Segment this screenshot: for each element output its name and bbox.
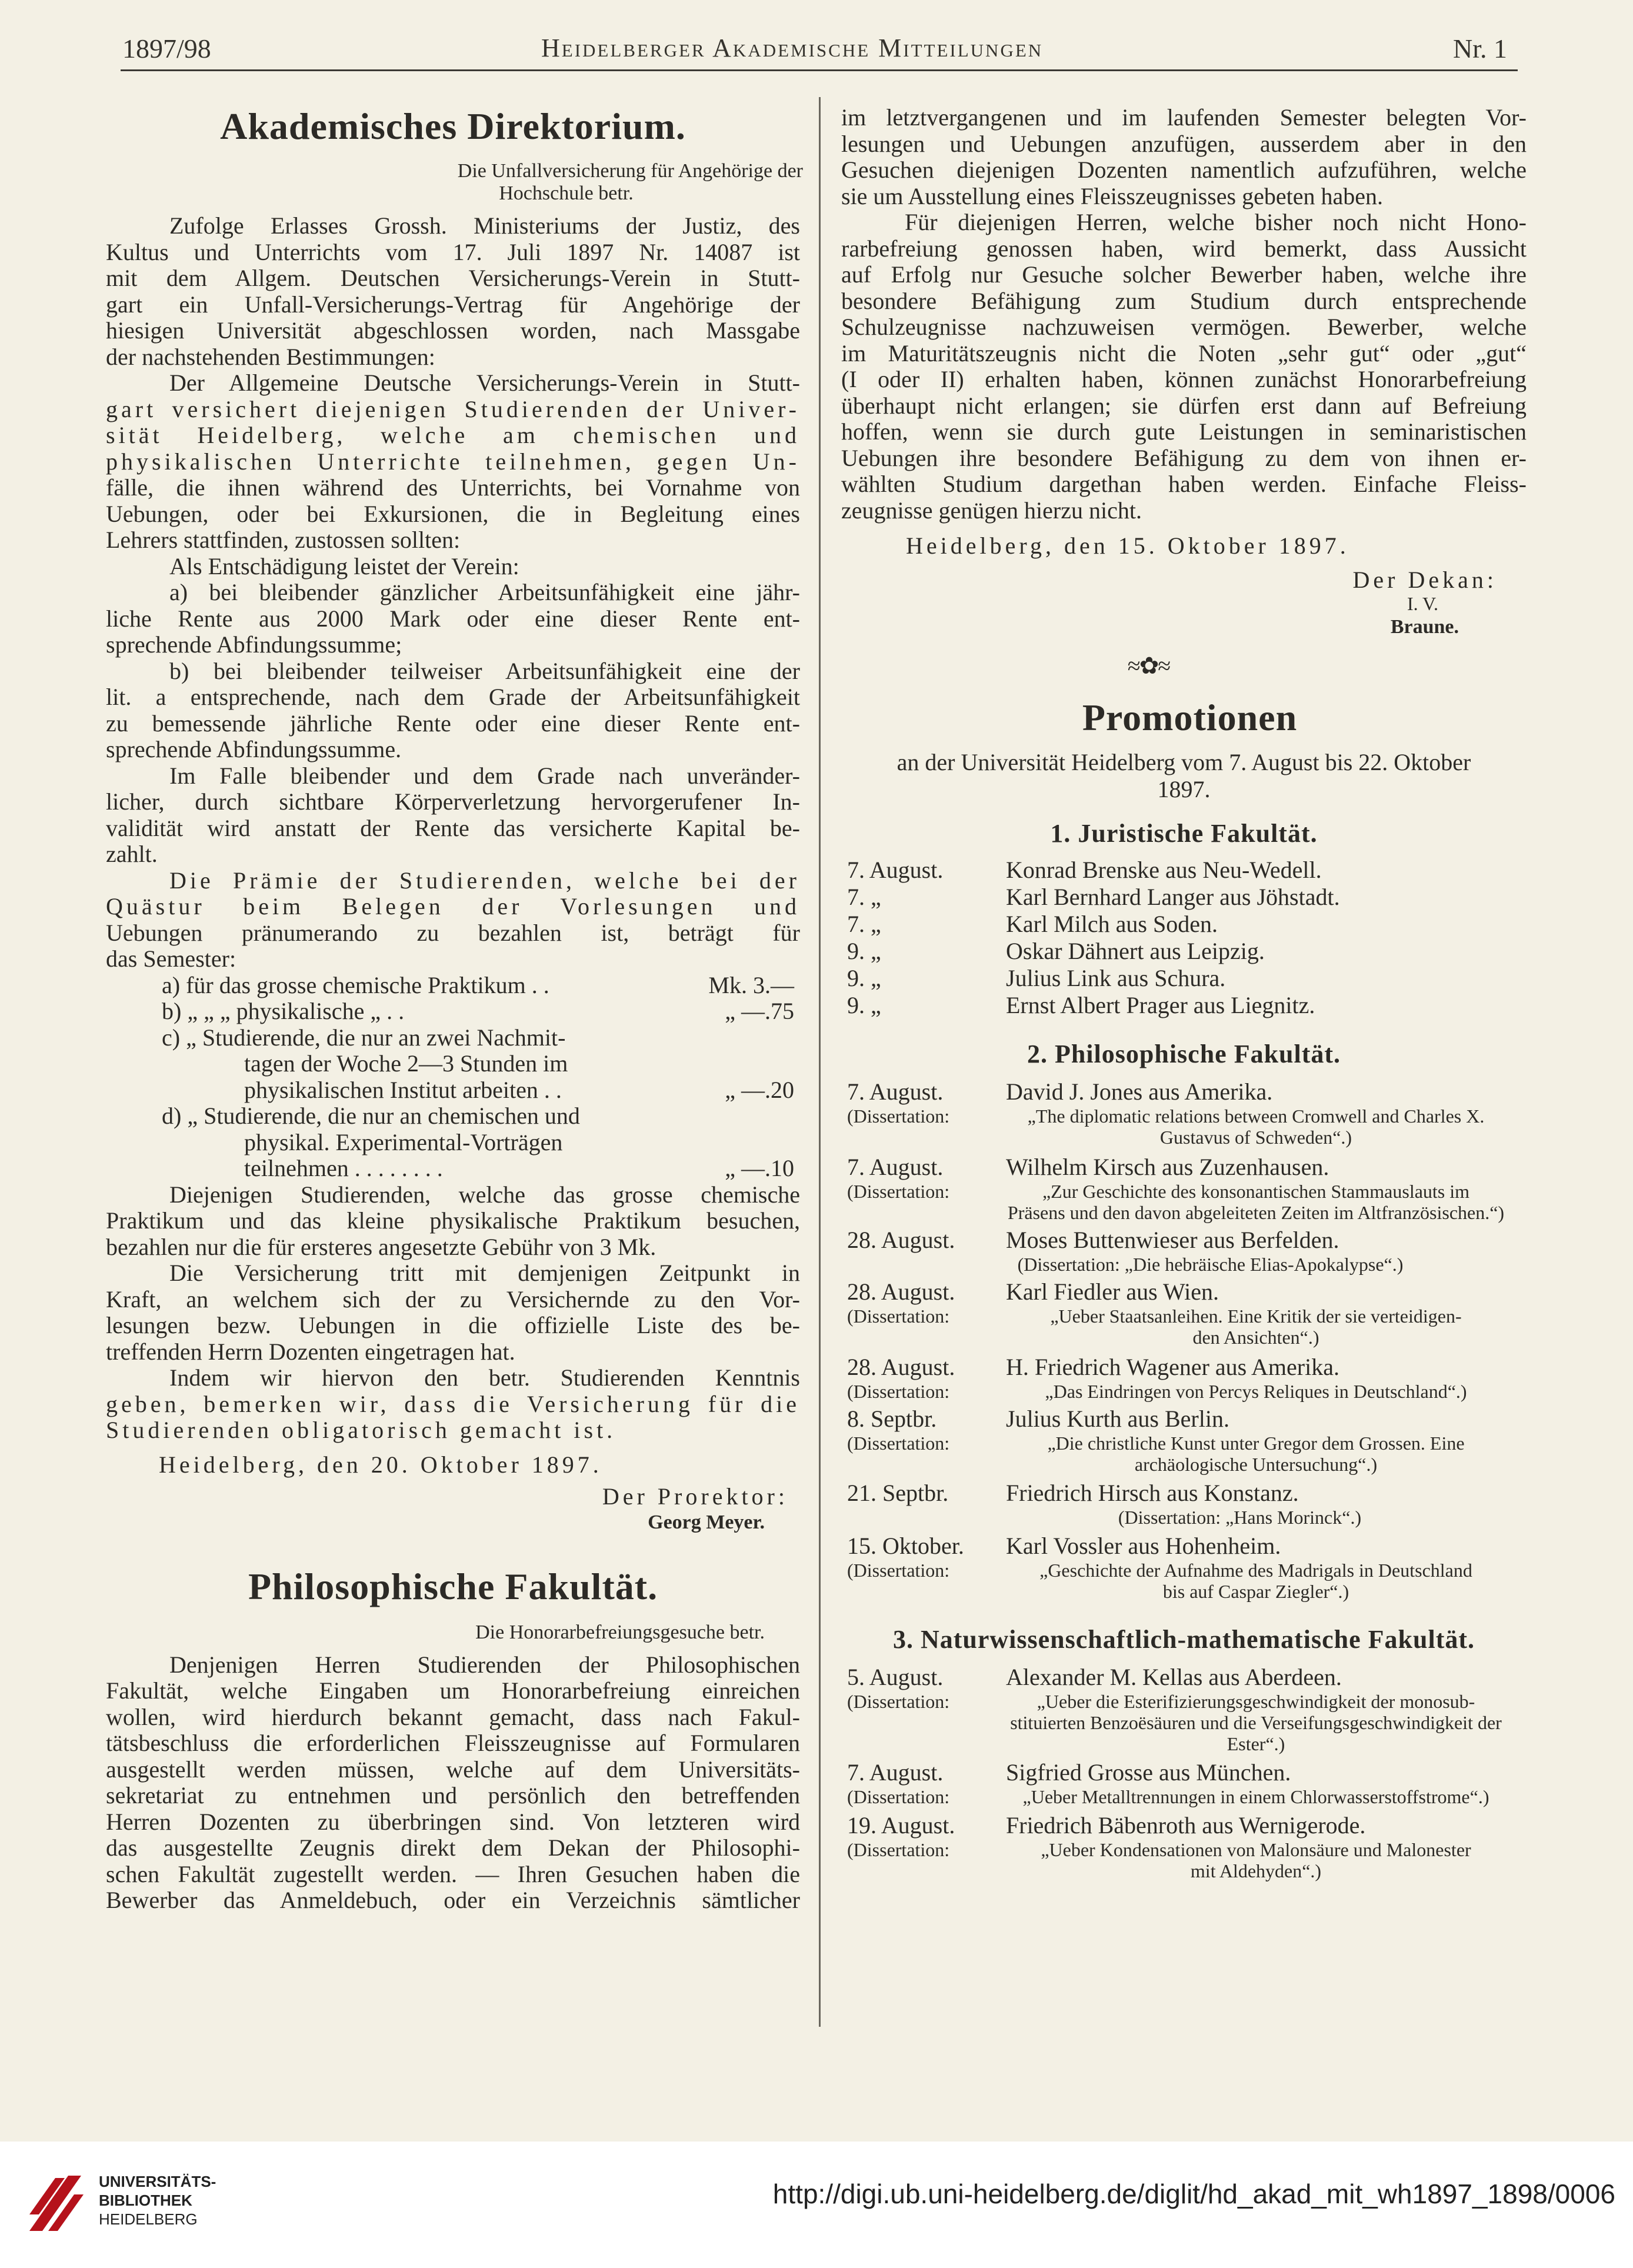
text-line: Schulzeugnisse nachzuweisen vermögen. Bewerber, welche (841, 314, 1527, 340)
text-line: a) für das grosse chemische Praktikum . . (162, 971, 549, 998)
text-line: Friedrich Hirsch aus Konstanz. (1006, 1480, 1299, 1506)
text-line: 7. „ (847, 911, 881, 937)
text-line: (Dissertation: (847, 1181, 950, 1202)
text-line: Herren Dozenten zu überbringen sind. Von letzteren wird (106, 1809, 800, 1835)
list-item (847, 1759, 1527, 1786)
price-item (162, 1103, 794, 1130)
text-line: 7. August. (847, 857, 944, 883)
list-item (847, 857, 1527, 884)
text-line: sekretariat zu entnehmen und persönlich den betreffenden (106, 1783, 800, 1809)
list-naturwissenschaftliche-promotionen (841, 1664, 1527, 1881)
section-title-direktorium: Akademisches Direktorium. (220, 105, 686, 147)
library-logo-icon (25, 2165, 88, 2242)
text-line: das Semester: (106, 946, 236, 972)
right-column (841, 105, 1527, 1881)
text-line: H. Friedrich Wagener aus Amerika. (1006, 1354, 1339, 1380)
text-line: Moses Buttenwieser aus Berfelden. (1006, 1227, 1339, 1253)
text-line: der nachstehenden Bestimmungen: (106, 344, 435, 370)
price-list (106, 973, 800, 1182)
text-line: liche Rente aus 2000 Mark oder eine dieser Rente ent- (106, 605, 800, 632)
text-line: 19. August. (847, 1812, 955, 1839)
text-line: hiesigen Universität abgeschlossen worden, nach Massgabe (106, 318, 800, 344)
paragraph-inkrafttreten (106, 1260, 800, 1365)
digitization-footer (0, 2142, 1633, 2268)
text-line: (I oder II) erhalten haben, können zunächst Honorarbefreiung (841, 367, 1527, 392)
text-line: sität Heidelberg, welche am chemischen und (106, 422, 800, 448)
text-line: b) bei bleibender teilweiser Arbeitsunfähigkeit eine der (169, 658, 800, 684)
text-line: Uebungen, oder bei Exkursionen, die in Begleitung eines (106, 501, 800, 527)
text-line: 28. August. (847, 1278, 955, 1305)
text-line: Zufolge Erlasses Grossh. Ministeriums der Justiz, des (169, 213, 800, 239)
dissertation-note (847, 1839, 1527, 1881)
dissertation-note (847, 1507, 1527, 1528)
text-line: Gustavus of Schweden“.) (1159, 1127, 1352, 1148)
text-line: 7. August. (847, 1078, 944, 1105)
text-line: 7. August. (847, 1759, 944, 1786)
list-item (847, 884, 1527, 911)
text-line: (Dissertation: (847, 1305, 950, 1327)
text-line: Denjenigen Herren Studierenden der Philosophischen (169, 1651, 800, 1678)
text-line: geben, bemerken wir, dass die Versicherung für die (106, 1391, 800, 1417)
text-line: (Dissertation: (1118, 1507, 1221, 1528)
dissertation-note (847, 1381, 1527, 1402)
text-line: „Die christliche Kunst unter Gregor dem Grossen. Eine (1047, 1433, 1465, 1454)
text-line: Karl Fiedler aus Wien. (1006, 1278, 1219, 1305)
header-rule (121, 69, 1518, 71)
paragraph-erlass (106, 213, 800, 370)
text-line: Karl Vossler aus Hohenheim. (1006, 1533, 1281, 1559)
text-line: Studierenden obligatorisch gemacht ist. (106, 1417, 616, 1443)
signature-role-dekan: Der Dekan: (1352, 567, 1497, 593)
promotionen-subtitle (841, 749, 1527, 803)
header-journal-title: Heidelberger Akademische Mitteilungen (541, 34, 1044, 62)
text-line: treffenden Herrn Dozenten eingetragen hat. (106, 1338, 515, 1365)
text-line: Konrad Brenske aus Neu-Wedell. (1006, 857, 1322, 883)
signature-role-prorektor: Der Prorektor: (602, 1483, 788, 1510)
text-line: Gesuchen diejenigen Dozenten namentlich aufzuführen, welche (841, 157, 1527, 183)
list-philosophische-promotionen (841, 1078, 1527, 1602)
list-item (847, 938, 1527, 965)
price-item (162, 1077, 794, 1104)
text-line: zu bemessende jährliche Rente oder eine dieser Rente ent- (106, 710, 800, 737)
place-date-dekan: Heidelberg, den 15. Oktober 1897. (906, 532, 1349, 559)
text-line: 21. Septbr. (847, 1480, 949, 1506)
text-line: „ —.10 (725, 1155, 794, 1181)
dissertation-note (847, 1786, 1527, 1807)
text-line: schen Fakultät zugestellt werden. — Ihren Gesuchen haben die (106, 1861, 800, 1887)
signature-name-dekan: Braune. (1390, 616, 1459, 638)
subject-note-unfallversicherung (106, 160, 803, 205)
price-item (162, 998, 794, 1025)
text-line: Quästur beim Belegen der Vorlesungen und (106, 894, 800, 920)
paragraph-maturitaet (841, 209, 1527, 524)
column-divider (819, 97, 821, 2027)
text-line: 9. „ (847, 938, 881, 964)
text-line: c) „ Studierende, die nur an zwei Nachmit- (162, 1024, 566, 1051)
list-juristische-promotionen (841, 857, 1527, 1019)
text-line: sie um Ausstellung eines Fleisszeugnisses gebeten haben. (841, 183, 1383, 209)
paragraph-praemie (106, 868, 800, 973)
paragraph-b (106, 658, 800, 763)
text-line: (Dissertation: (1017, 1254, 1120, 1275)
price-item (162, 1025, 794, 1051)
place-date-direktorium: Heidelberg, den 20. Oktober 1897. (159, 1451, 602, 1478)
text-line: lesungen und Uebungen anzufügen, ausserdem aber in den (841, 131, 1527, 157)
text-line: physikalischen Institut arbeiten . . (244, 1076, 562, 1103)
text-line: Der Allgemeine Deutsche Versicherungs-Verein in Stutt- (169, 370, 800, 396)
text-line: licher, durch sichtbare Körperverletzung hervorgerufener In- (106, 789, 800, 815)
text-line: tätsbeschluss die erforderlichen Fleisszeugnisse auf Formularen (106, 1730, 800, 1756)
text-line: gart ein Unfall-Versicherungs-Vertrag für Angehörige der (106, 291, 800, 318)
text-line: Fakultät, welche Eingaben um Honorarbefreiung einreichen (106, 1678, 800, 1704)
text-line: a) bei bleibender gänzlicher Arbeitsunfähigkeit eine jähr- (169, 580, 800, 605)
text-line: lit. a entsprechende, nach dem Grade der Arbeitsunfähigkeit (106, 684, 800, 710)
text-line: „Ueber Kondensationen von Malonsäure und Malonester (1041, 1839, 1471, 1860)
text-line: Uebungen pränumerando zu bezahlen ist, beträgt für (106, 920, 800, 946)
text-line: mit Aldehyden“.) (1190, 1860, 1322, 1881)
text-line: Bewerber das Anmeldebuch, oder ein Verzeichnis sämtlicher (106, 1887, 800, 1913)
text-line: ausgestellt werden müssen, welche auf dem Universitäts- (106, 1756, 800, 1783)
text-line: sprechende Abfindungssumme. (106, 737, 402, 762)
text-line: zeugnisse genügen hierzu nicht. (841, 497, 1142, 524)
header-volume: 1897/98 (122, 34, 211, 64)
list-item (847, 1812, 1527, 1839)
text-line: physikal. Experimental-Vorträgen (244, 1128, 563, 1155)
text-line: rarbefreiung genossen haben, wird bemerkt, dass Aussicht (841, 235, 1527, 262)
list-item (847, 965, 1527, 992)
text-line: (Dissertation: (847, 1691, 950, 1712)
text-line: Mk. 3.— (708, 971, 794, 998)
text-line: im Maturitätszeugnis nicht die Noten „sehr gut“ oder „gut“ (841, 340, 1527, 367)
text-line: Praktikum und das kleine physikalische Praktikum besuchen, (106, 1208, 800, 1234)
text-line: Die Prämie der Studierenden, welche bei der (169, 867, 800, 894)
price-item (162, 1130, 794, 1156)
text-line: gart versichert diejenigen Studierenden der Univer- (106, 396, 800, 422)
text-line: archäologische Untersuchung“.) (1134, 1454, 1378, 1475)
text-line: (Dissertation: (847, 1786, 950, 1807)
dissertation-note (847, 1433, 1527, 1475)
text-line: „Zur Geschichte des konsonantischen Stammauslauts im (1042, 1181, 1470, 1202)
text-line: 28. August. (847, 1227, 955, 1253)
text-line: zahlt. (106, 841, 158, 867)
text-line: den Ansichten“.) (1192, 1327, 1319, 1348)
text-line: 1897. (1157, 776, 1211, 802)
text-line: 15. Oktober. (847, 1533, 964, 1559)
text-line: Kraft, an welchem sich der zu Versichernde zu den Vor- (106, 1286, 800, 1313)
text-line: stituierten Benzoësäuren und die Verseifungsgeschwindigkeit der Ester“.) (1010, 1712, 1502, 1754)
text-line: besondere Befähigung zum Studium durch entsprechende (841, 288, 1527, 314)
price-item (162, 1155, 794, 1182)
text-line: Präsens und den davon abgeleiteten Zeiten im Altfranzösischen.“) (1007, 1202, 1505, 1223)
text-line: Oskar Dähnert aus Leipzig. (1006, 938, 1265, 964)
list-item (847, 1278, 1527, 1305)
text-line: wollen, wird hierdurch bekannt gemacht, dass nach Fakul- (106, 1704, 800, 1730)
text-line: Für diejenigen Herren, welche bisher noch nicht Hono- (905, 209, 1527, 235)
text-line: „ —.20 (725, 1076, 794, 1103)
text-line: mit dem Allgem. Deutschen Versicherungs-Verein in Stutt- (106, 265, 800, 291)
text-line: 7. August. (847, 1154, 944, 1180)
list-item (847, 1533, 1527, 1560)
text-line: Uebungen ihre besondere Befähigung zu dem von ihnen er- (841, 445, 1527, 471)
price-item (162, 973, 794, 999)
paragraph-invaliditaet (106, 763, 800, 868)
text-line: (Dissertation: (847, 1560, 950, 1581)
text-line: „Ueber Metalltrennungen in einem Chlorwasserstoffstrome“.) (1022, 1786, 1489, 1807)
text-line: Lehrers stattfinden, zustossen sollten: (106, 527, 461, 553)
source-url-link[interactable]: http://digi.ub.uni-heidelberg.de/diglit/hd_akad_mit_wh1897_1898/0006 (772, 2179, 1615, 2209)
paragraph-versicherung (106, 370, 800, 554)
text-line: 9. „ (847, 992, 881, 1018)
text-line: Die Unfallversicherung für Angehörige der (457, 160, 803, 182)
section-title-philosophische-fakultaet: Philosophische Fakultät. (248, 1565, 658, 1607)
signature-name-prorektor: Georg Meyer. (648, 1511, 765, 1533)
text-line: Friedrich Bäbenroth aus Wernigerode. (1006, 1812, 1366, 1839)
text-line: 9. „ (847, 965, 881, 991)
left-column (106, 105, 803, 1914)
subject-note-honorarbefreiung: Die Honorarbefreiungsgesuche betr. (475, 1621, 765, 1643)
text-line: Die Versicherung tritt mit demjenigen Zeitpunkt in (169, 1260, 800, 1286)
text-line: Julius Kurth aus Berlin. (1006, 1406, 1229, 1432)
paragraph-diejenigen (106, 1182, 800, 1261)
paragraph-entschaedigung (106, 554, 800, 580)
header-issue-number: Nr. 1 (1453, 34, 1507, 64)
text-line: Ernst Albert Prager aus Liegnitz. (1006, 992, 1315, 1018)
text-line: tagen der Woche 2—3 Stunden im (244, 1050, 568, 1077)
text-line: validität wird anstatt der Rente das versicherte Kapital be- (106, 815, 800, 841)
paragraph-kenntnis (106, 1365, 800, 1444)
text-line: hoffen, wenn sie durch gute Leistungen in seminaristischen (841, 419, 1527, 445)
list-item (847, 1154, 1527, 1181)
dissertation-note (847, 1181, 1527, 1223)
list-item (847, 1480, 1527, 1507)
text-line: physikalischen Unterrichte teilnehmen, gegen Un- (106, 448, 800, 475)
text-line: „Die hebräische Elias-Apokalypse“.) (1124, 1254, 1404, 1275)
text-line: d) „ Studierende, die nur an chemischen und (162, 1103, 580, 1129)
text-line: bis auf Caspar Ziegler“.) (1162, 1581, 1349, 1602)
text-line: das ausgestellte Zeugnis direkt dem Dekan der Philosophi- (106, 1835, 800, 1861)
text-line: Karl Milch aus Soden. (1006, 911, 1218, 937)
text-line: (Dissertation: (847, 1433, 950, 1454)
text-line: (Dissertation: (847, 1381, 950, 1402)
text-line: David J. Jones aus Amerika. (1006, 1078, 1273, 1105)
text-line: (Dissertation: (847, 1105, 950, 1127)
text-line: (Dissertation: (847, 1839, 950, 1860)
text-line: „Hans Morinck“.) (1225, 1507, 1362, 1528)
paragraph-a (106, 580, 800, 658)
text-line: bezahlen nur die für ersteres angesetzte Gebühr von 3 Mk. (106, 1234, 656, 1260)
list-item (847, 1227, 1527, 1254)
text-line: Im Falle bleibender und dem Grade nach unveränder- (169, 762, 800, 789)
paragraph-fortsetzung (841, 105, 1527, 209)
text-line: „Ueber Staatsanleihen. Eine Kritik der sie verteidigen- (1050, 1305, 1462, 1327)
text-line: 28. August. (847, 1354, 955, 1380)
text-line: Karl Bernhard Langer aus Jöhstadt. (1006, 884, 1340, 910)
text-line: auf Erfolg nur Gesuche solcher Bewerber haben, welche ihre (841, 262, 1527, 288)
list-item (847, 1664, 1527, 1691)
list-item (847, 1406, 1527, 1433)
section-title-promotionen: Promotionen (1082, 697, 1298, 738)
text-line: wählten Studium dargethan haben werden. Einfache Fleiss- (841, 471, 1527, 497)
list-item (847, 911, 1527, 938)
library-name: UNIVERSITÄTS- BIBLIOTHEK HEIDELBERG (99, 2173, 216, 2228)
text-line: im letztvergangenen und im laufenden Semester belegten Vor- (841, 105, 1527, 131)
text-line: „ —.75 (725, 998, 794, 1024)
text-line: 7. „ (847, 884, 881, 910)
text-line: sprechende Abfindungssumme; (106, 632, 402, 658)
text-line: Indem wir hiervon den betr. Studierenden Kenntnis (169, 1365, 800, 1391)
heading-juristische-fakultaet: 1. Juristische Fakultät. (1050, 819, 1318, 848)
heading-philosophische-fakultaet: 2. Philosophische Fakultät. (1027, 1040, 1341, 1068)
text-line: b) „ „ „ physikalische „ . . (162, 998, 405, 1024)
dissertation-note (847, 1691, 1527, 1754)
dissertation-note (847, 1305, 1527, 1348)
list-item (847, 992, 1527, 1019)
text-line: „Ueber die Esterifizierungsgeschwindigkeit der monosub- (1037, 1691, 1475, 1712)
text-line: Als Entschädigung leistet der Verein: (169, 553, 519, 580)
price-item (162, 1051, 794, 1077)
text-line: 5. August. (847, 1664, 944, 1690)
text-line: 8. Septbr. (847, 1406, 937, 1432)
text-line: Sigfried Grosse aus München. (1006, 1759, 1291, 1786)
text-line: Hochschule betr. (499, 182, 634, 204)
text-line: lesungen bezw. Uebungen in die offizielle Liste des be- (106, 1313, 800, 1338)
signature-iv: I. V. (1407, 593, 1438, 614)
paragraph-honorarbefreiung (106, 1652, 800, 1914)
ornament-icon: ≈✿≈ (1127, 652, 1170, 679)
dissertation-note (847, 1105, 1527, 1148)
text-line: überhaupt nicht erlangen; sie dürfen erst dann auf Befreiung (841, 392, 1527, 419)
text-line: Alexander M. Kellas aus Aberdeen. (1006, 1664, 1342, 1690)
text-line: fälle, die ihnen während des Unterrichts, bei Vornahme von (106, 475, 800, 501)
text-line: an der Universität Heidelberg vom 7. August bis 22. Oktober (897, 749, 1471, 775)
text-line: Julius Link aus Schura. (1006, 965, 1226, 991)
list-item (847, 1354, 1527, 1381)
text-line: „Das Eindringen von Percys Reliques in Deutschland“.) (1045, 1381, 1467, 1402)
text-line: „Geschichte der Aufnahme des Madrigals in Deutschland (1039, 1560, 1472, 1581)
dissertation-note (847, 1560, 1527, 1602)
list-item (847, 1078, 1527, 1105)
text-line: „The diplomatic relations between Cromwell and Charles X. (1027, 1105, 1485, 1127)
text-line: Diejenigen Studierenden, welche das grosse chemische (169, 1181, 800, 1208)
dissertation-note (847, 1254, 1527, 1275)
text-line: Wilhelm Kirsch aus Zuzenhausen. (1006, 1154, 1329, 1180)
text-line: teilnehmen . . . . . . . . (244, 1155, 443, 1181)
heading-naturwissenschaftliche-fakultaet: 3. Naturwissenschaftlich-mathematische Fakultät. (892, 1625, 1475, 1654)
text-line: Kultus und Unterrichts vom 17. Juli 1897 Nr. 14087 ist (106, 239, 800, 265)
